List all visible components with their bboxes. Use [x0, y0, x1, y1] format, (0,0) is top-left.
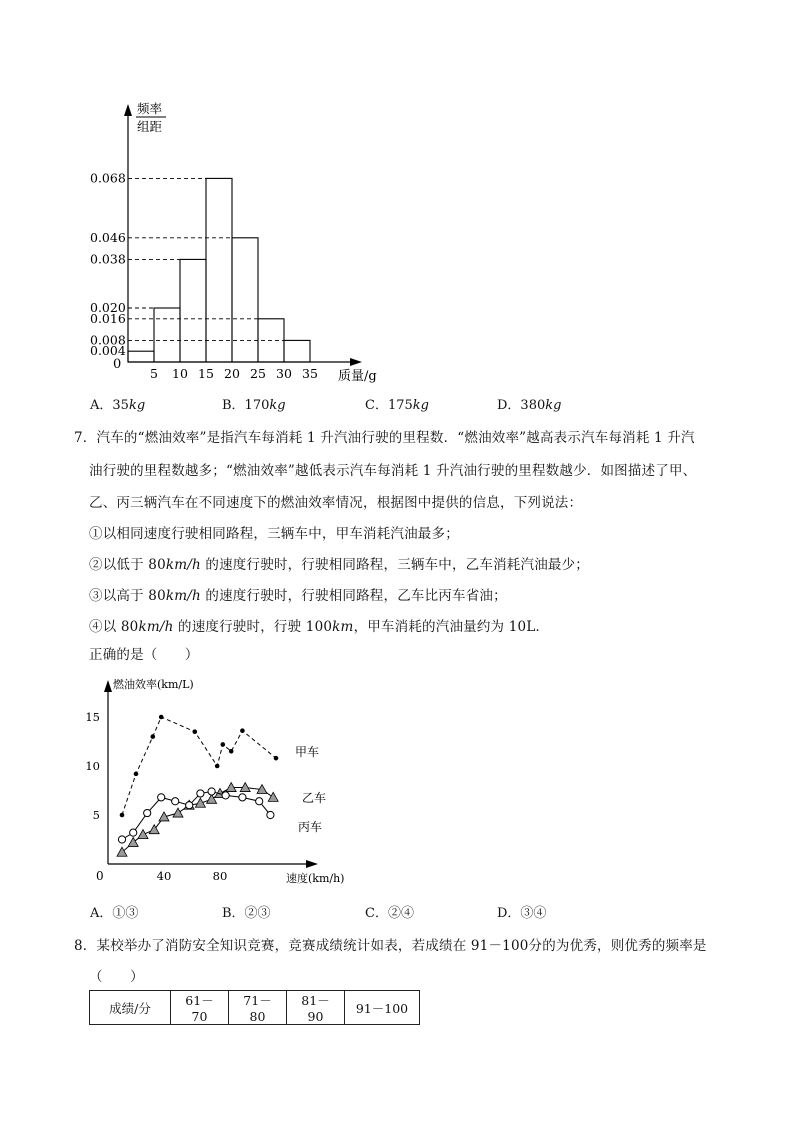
histogram-bars	[128, 178, 310, 362]
q7-statement-3	[89, 584, 507, 604]
fuel-chart-ylabel: 燃油效率(km/L)	[113, 678, 194, 691]
fuel-chart-label-yi: 乙车	[302, 791, 327, 805]
q7-statement-4-a: ④以 80	[89, 619, 139, 635]
histogram-x-tick-label: 5	[150, 366, 158, 381]
histogram-x-tick-label: 25	[250, 366, 266, 381]
histogram-bar	[128, 351, 154, 362]
q7-statement-2-a: ②以低于 80	[89, 557, 166, 573]
fuel-point-jia	[221, 742, 226, 747]
fuel-point-yi	[207, 794, 217, 803]
fuel-point-jia	[159, 715, 164, 720]
q6-option-a[interactable]	[90, 394, 145, 413]
q7-statement-2-unit: km/h	[165, 557, 201, 573]
fuel-point-jia	[215, 764, 220, 769]
q7-stem-line-3: 乙、丙三辆汽车在不同速度下的燃油效率情况，根据图中提供的信息，下列说法：	[89, 495, 583, 511]
fuel-point-bing	[186, 802, 193, 809]
fuel-chart-x-ticks	[157, 869, 228, 883]
q7-stem-line-2: 油行驶的里程数越多；“燃油效率”越低表示汽车每消耗 1 升汽油行驶的里程数越少．如图描述了甲、	[89, 463, 697, 479]
q8-stem-line-1: 8．某校举办了消防安全知识竞赛，竞赛成绩统计如表，若成绩在 91－100分的为优秀，则优秀的频率是	[74, 938, 707, 954]
fuel-chart-label-jia: 甲车	[295, 745, 320, 759]
fuel-point-bing	[222, 792, 229, 799]
histogram-x-tick-label: 35	[302, 366, 318, 381]
histogram-x-tick-label: 20	[224, 366, 240, 381]
fuel-point-bing	[130, 829, 137, 836]
fuel-point-yi	[149, 825, 159, 834]
histogram-origin: 0	[113, 357, 122, 372]
histogram-x-tick-label: 15	[198, 366, 214, 381]
fuel-point-yi	[268, 792, 278, 801]
fuel-point-jia	[193, 729, 198, 734]
histogram-y-arrow	[124, 104, 132, 116]
histogram-y-tick-label: 0.046	[90, 229, 126, 245]
histogram-chart	[0, 0, 794, 385]
q7-statement-4-unit: km/h	[138, 619, 174, 635]
fuel-chart-y-tick-label: 10	[85, 759, 100, 773]
q7-option-c[interactable]: C．②④	[365, 906, 414, 921]
q6-option-c-label: C．175	[365, 398, 413, 413]
fuel-series-line	[122, 788, 273, 853]
q7-prompt: 正确的是（ ）	[89, 647, 199, 663]
q7-option-d[interactable]: D．③④	[497, 906, 547, 921]
histogram-x-tick-label: 10	[172, 366, 188, 381]
table-header-cell: 成绩/分	[90, 991, 171, 1025]
table-header-cell: 91－100	[345, 991, 420, 1025]
fuel-point-bing	[118, 836, 125, 843]
q6-option-c[interactable]	[365, 394, 429, 413]
histogram-bar	[154, 308, 180, 362]
q7-statement-2-b: 的速度行驶时，行驶相同路程，三辆车中，乙车消耗汽油最少；	[200, 557, 589, 573]
fuel-point-bing	[239, 794, 246, 801]
fuel-point-yi	[195, 798, 205, 807]
fuel-point-bing	[208, 788, 215, 795]
histogram-y-tick-label: 0.008	[90, 332, 126, 348]
histogram-bar	[232, 238, 258, 362]
fuel-point-jia	[240, 728, 245, 733]
fuel-chart-y-arrow	[104, 680, 112, 692]
histogram-x-ticks	[150, 366, 318, 381]
q6-option-a-label: A．35	[90, 398, 129, 413]
table-row	[90, 991, 420, 1025]
table-header-cell: 81－90	[287, 991, 345, 1025]
fuel-chart-x-arrow	[306, 860, 318, 868]
fuel-chart-y-tick-label: 5	[92, 808, 100, 822]
q6-option-b-label: B．170	[222, 398, 270, 413]
q7-statement-4-c: ，甲车消耗的汽油量约为 10L．	[353, 619, 550, 635]
q7-statement-4	[89, 615, 549, 635]
histogram-ylabel-bottom: 组距	[137, 119, 163, 134]
fuel-point-yi	[138, 830, 148, 839]
q8-score-table	[89, 990, 420, 1025]
q6-option-d-unit: kg	[545, 398, 562, 413]
fuel-chart-origin: 0	[96, 869, 104, 883]
q6-option-d[interactable]	[497, 394, 561, 413]
fuel-point-jia	[120, 813, 125, 818]
histogram-bar	[180, 259, 206, 362]
histogram-xlabel: 质量/g	[338, 369, 377, 384]
q7-statement-3-b: 的速度行驶时，行驶相同路程，乙车比丙车省油；	[200, 588, 507, 604]
fuel-point-jia	[151, 734, 156, 739]
q7-option-a[interactable]: A．①③	[90, 906, 139, 921]
fuel-point-yi	[173, 808, 183, 817]
histogram-ylabel-top: 频率	[137, 101, 163, 116]
histogram-y-tick-label: 0.004	[90, 343, 126, 359]
histogram-y-tick-label: 0.016	[90, 310, 126, 326]
histogram-x-tick-label: 30	[276, 366, 292, 381]
q7-statement-4-b: 的速度行驶时，行驶 100	[173, 619, 333, 635]
fuel-chart-x-tick-label: 40	[156, 869, 172, 883]
histogram-bar	[284, 340, 310, 362]
q6-option-b[interactable]	[222, 394, 286, 413]
fuel-chart-x-tick-label: 80	[212, 869, 228, 883]
fuel-point-jia	[134, 772, 139, 777]
fuel-chart-series	[117, 715, 278, 857]
q6-option-a-unit: kg	[128, 398, 146, 413]
q7-statement-4-unit2: km	[332, 619, 354, 635]
fuel-point-bing	[267, 811, 274, 818]
fuel-chart-y-tick-label: 15	[85, 710, 100, 724]
q6-option-c-unit: kg	[412, 398, 429, 413]
fuel-point-bing	[197, 790, 204, 797]
fuel-point-yi	[128, 837, 138, 846]
fuel-efficiency-chart	[0, 670, 794, 895]
q6-option-b-unit: kg	[269, 398, 286, 413]
histogram-x-arrow	[350, 358, 362, 366]
histogram-y-tick-label: 0.020	[90, 300, 126, 315]
table-header-cell: 61－70	[171, 991, 229, 1025]
histogram-y-ticks	[90, 170, 126, 358]
fuel-point-jia	[274, 756, 279, 761]
fuel-chart-label-bing: 丙车	[298, 820, 323, 834]
fuel-point-bing	[158, 794, 165, 801]
fuel-chart-xlabel: 速度(km/h)	[286, 872, 345, 885]
q8-stem-line-2: （ ）	[89, 969, 144, 985]
table-header-cell: 71－80	[229, 991, 287, 1025]
fuel-point-bing	[144, 809, 151, 816]
fuel-point-bing	[256, 798, 263, 805]
q7-stem-line-1: 7．汽车的“燃油效率”是指汽车每消耗 1 升汽油行驶的里程数．“燃油效率”越高表示汽车每消耗 1 升汽	[74, 430, 695, 446]
fuel-chart-y-ticks	[85, 710, 100, 822]
q7-statement-3-unit: km/h	[165, 588, 201, 604]
q7-option-b[interactable]: B．②③	[222, 906, 271, 921]
q7-statement-3-a: ③以高于 80	[89, 588, 166, 604]
histogram-bar	[206, 178, 232, 362]
histogram-y-tick-label: 0.068	[90, 170, 126, 186]
q6-option-d-label: D．380	[497, 398, 546, 413]
histogram-y-tick-label: 0.038	[90, 251, 126, 267]
q7-statement-1: ①以相同速度行驶相同路程，三辆车中，甲车消耗汽油最多；	[89, 526, 459, 542]
q7-statement-2	[89, 553, 589, 573]
fuel-point-jia	[229, 749, 234, 754]
fuel-point-bing	[172, 798, 179, 805]
